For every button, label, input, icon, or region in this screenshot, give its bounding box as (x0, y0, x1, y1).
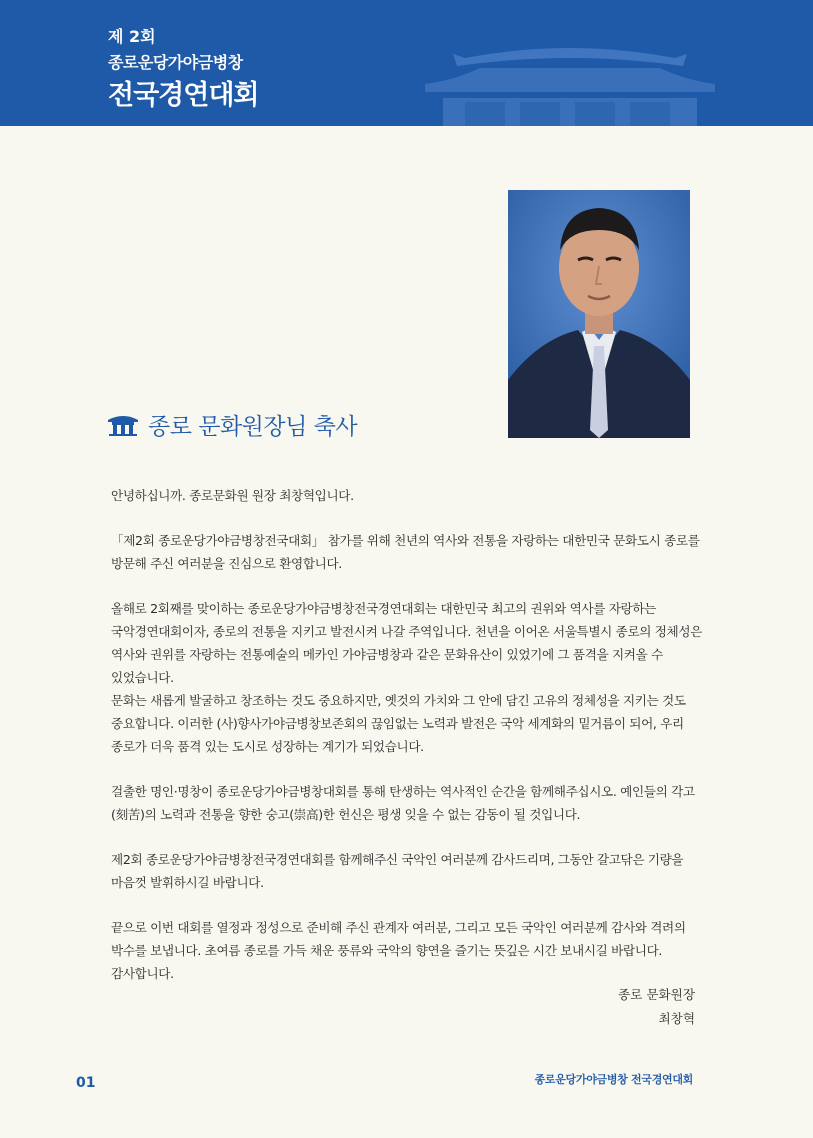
hanok-roof-illustration (425, 40, 715, 126)
header-edition: 제 2회 (108, 27, 156, 46)
header-title: 전국경연대회 (108, 80, 259, 111)
signature-name: 최창혁 (658, 1011, 695, 1026)
letter-body (111, 484, 701, 985)
page-number: 01 (76, 1075, 96, 1091)
signature-block (618, 983, 695, 1031)
letter-paragraph-1: 「제2회 종로운당가야금병창전국대회」 참가를 위해 천년의 역사와 전통을 자랑하는 대한민국 문화도시 종로를 방문해 주신 여러분을 진심으로 환영합니다. (111, 533, 700, 571)
letter-paragraph-4: 제2회 종로운당가야금병창전국경연대회를 함께해주신 국악인 여러분께 감사드리며, 그동안 갈고닦은 기량을 마음껏 발휘하시길 바랍니다. (111, 852, 684, 890)
letter-paragraph-3: 걸출한 명인·명창이 종로운당가야금병창대회를 통해 탄생하는 역사적인 순간을 함께해주십시오. 예인들의 각고 (刻苦)의 노력과 전통을 향한 숭고(崇高)한 헌신은 평생 잊을 수 없는 감동이 될 것입니다. (111, 784, 695, 822)
portrait-photo (508, 190, 690, 438)
footer-title: 종로운당가야금병창 전국경연대회 (534, 1073, 693, 1086)
letter-paragraph-2: 올해로 2회째를 맞이하는 종로운당가야금병창전국경연대회는 대한민국 최고의 권위와 역사를 자랑하는 국악경연대회이자, 종로의 전통을 지키고 발전시켜 나갈 주역입니다. 천년을 이어온 서울특별시 종로의 정체성은 역사와 권위를 자랑하는 전통예술의 메카인 가야금병창과 같은 문화유산이 있었기에 그 품격을 지켜올 수 있었습니다. 문화는 새롭게 발굴하고 창조하는 것도 중요하지만, 옛것의 가치와 그 안에 담긴 고유의 정체성을 지키는 것도 중요합니다. 이러한 (사)향사가야금병창보존회의 끊임없는 노력과 발전은 국악 세계화의 밑거름이 되어, 우리 종로가 더욱 품격 있는 도시로 성장하는 계기가 되었습니다. (111, 601, 703, 754)
section-title: 종로 문화원장님 축사 (148, 413, 358, 440)
letter-paragraph-5: 끝으로 이번 대회를 열정과 정성으로 준비해 주신 관계자 여러분, 그리고 모든 국악인 여러분께 감사와 격려의 박수를 보냅니다. 초여름 종로를 가득 채운 풍류와 국악의 향연을 즐기는 뜻깊은 시간 보내시길 바랍니다. 감사합니다. (111, 920, 686, 981)
portrait-illustration (508, 190, 690, 438)
signature-org: 종로 문화원장 (618, 987, 695, 1002)
hanok-icon (106, 412, 140, 436)
header-subtitle: 종로운당가야금병창 (108, 53, 243, 72)
section-heading (106, 407, 357, 441)
header-banner (0, 0, 813, 126)
letter-greeting: 안녕하십니까. 종로문화원 원장 최창혁입니다. (111, 488, 354, 503)
